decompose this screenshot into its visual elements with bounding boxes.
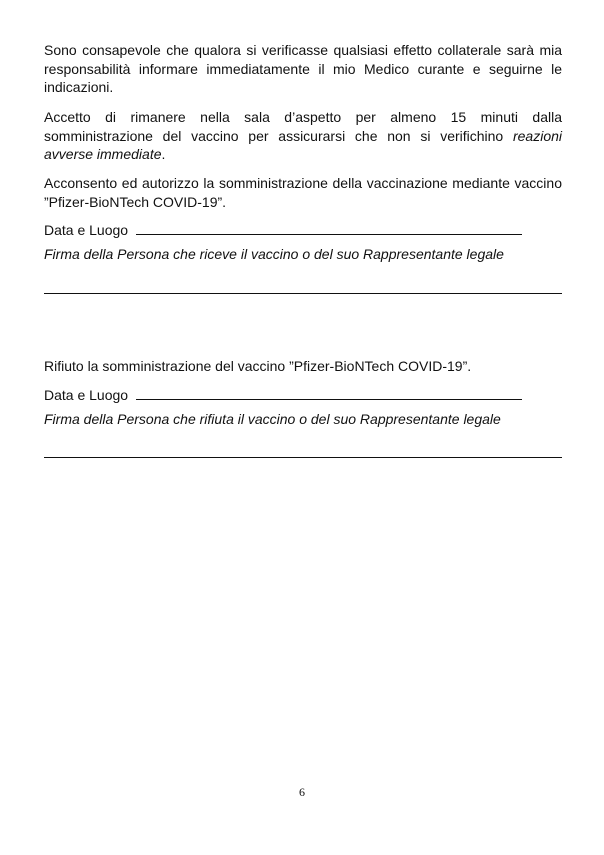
refusal-date-place-field[interactable]	[136, 385, 522, 400]
refusal-paragraph: Rifiuto la somministrazione del vaccino ”Pfizer-BioNTech COVID-19”.	[44, 358, 472, 374]
consent-date-place-field[interactable]	[136, 220, 522, 235]
refusal-signature-label: Firma della Persona che rifiuta il vaccino o del suo Rappresentante legale	[44, 411, 501, 427]
refusal-date-place-row	[44, 385, 562, 405]
page-number: 6	[299, 785, 305, 799]
consent-authorization-paragraph: Acconsento ed autorizzo la somministrazione della vaccinazione mediante vaccino ”Pfizer-BioNTech COVID-19”.	[44, 175, 562, 210]
consent-date-place-label: Data e Luogo	[44, 222, 129, 238]
refusal-signature-line[interactable]	[44, 457, 562, 458]
consent-signature-line[interactable]	[44, 293, 562, 294]
consent-adverse-reactions-text: reazioni avverse immediate	[44, 127, 562, 162]
consent-waiting-room-text: Accetto di rimanere nella sala d’aspetto per almeno 15 minuti dalla somministrazione del vaccino per assicurarsi che non si verifichino	[44, 109, 562, 144]
consent-waiting-room-paragraph	[44, 108, 562, 164]
refusal-date-place-label: Data e Luogo	[44, 387, 129, 403]
consent-waiting-room-end: .	[161, 146, 166, 162]
consent-date-place-row	[44, 220, 562, 240]
consent-side-effects-paragraph: Sono consapevole che qualora si verificasse qualsiasi effetto collaterale sarà mia responsabilità informare immediatamente il mio Medico curante e seguirne le indicazioni.	[44, 42, 562, 95]
consent-signature-label: Firma della Persona che riceve il vaccino o del suo Rappresentante legale	[44, 246, 504, 262]
